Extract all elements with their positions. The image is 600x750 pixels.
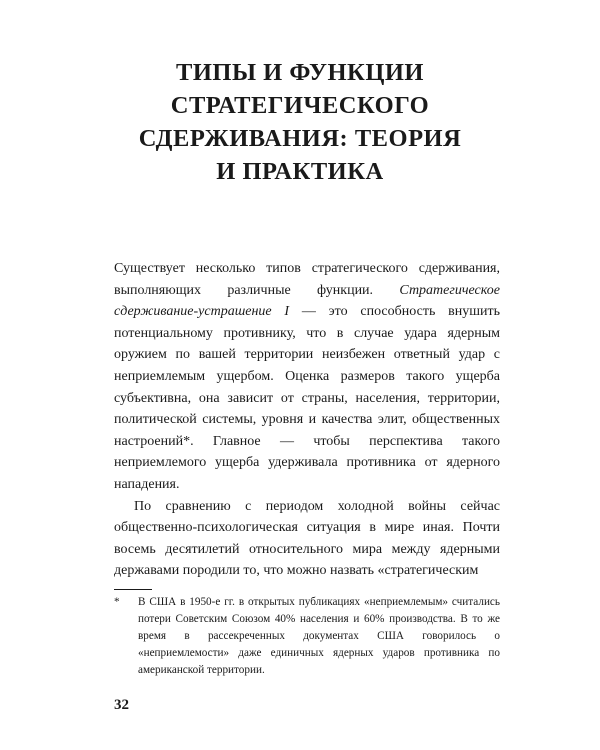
footnote-divider — [114, 589, 152, 590]
paragraph-1 — [114, 258, 500, 496]
chapter-title-line: СТРАТЕГИЧЕСКОГО — [170, 92, 430, 119]
footnote-mark: * — [114, 596, 120, 608]
paragraph-1-lead: Существует несколько типов стратегического сдерживания, выполняющих различные функции. — [114, 261, 500, 298]
chapter-title — [100, 56, 500, 188]
chapter-title-line: ТИПЫ И ФУНКЦИИ — [176, 59, 424, 86]
footnote-text: В США в 1950-е гг. в открытых публикациях «неприемлемым» считались потери Советским Союзом 40% населения и 60% производства. В то же время в рассекреченных документах США говорилось о «неприемлемости» даже единичных ядерных ударов противника по американской территории. — [138, 596, 500, 676]
footnote — [114, 594, 500, 679]
chapter-title-line: И ПРАКТИКА — [216, 158, 384, 185]
body-text — [114, 258, 500, 582]
paragraph-1-term: Стратегическое сдерживание-устрашение I — [114, 282, 500, 320]
page-number: 32 — [114, 697, 129, 713]
chapter-title-line: СДЕРЖИВАНИЯ: ТЕОРИЯ — [138, 125, 462, 152]
paragraph-2: По сравнению с периодом холодной войны сейчас общественно-психологическая ситуация в мире иная. Почти восемь десятилетий относительного мира между ядерными державами породили то, что можно назвать «стратегическим — [114, 498, 500, 579]
paragraph-1-rest: — это способность внушить потенциальному противнику, что в случае удара ядерным оружием по вашей территории неизбежен ответный удар с неприемлемым ущербом. Оценка размеров такого ущерба субъективна, она зависит от страны, населения, территории, политической системы, уровня и качества элит, общественных настроений*. Главное — чтобы перспектива такого неприемлемого ущерба удерживала противника от ядерного нападения. — [114, 304, 500, 492]
